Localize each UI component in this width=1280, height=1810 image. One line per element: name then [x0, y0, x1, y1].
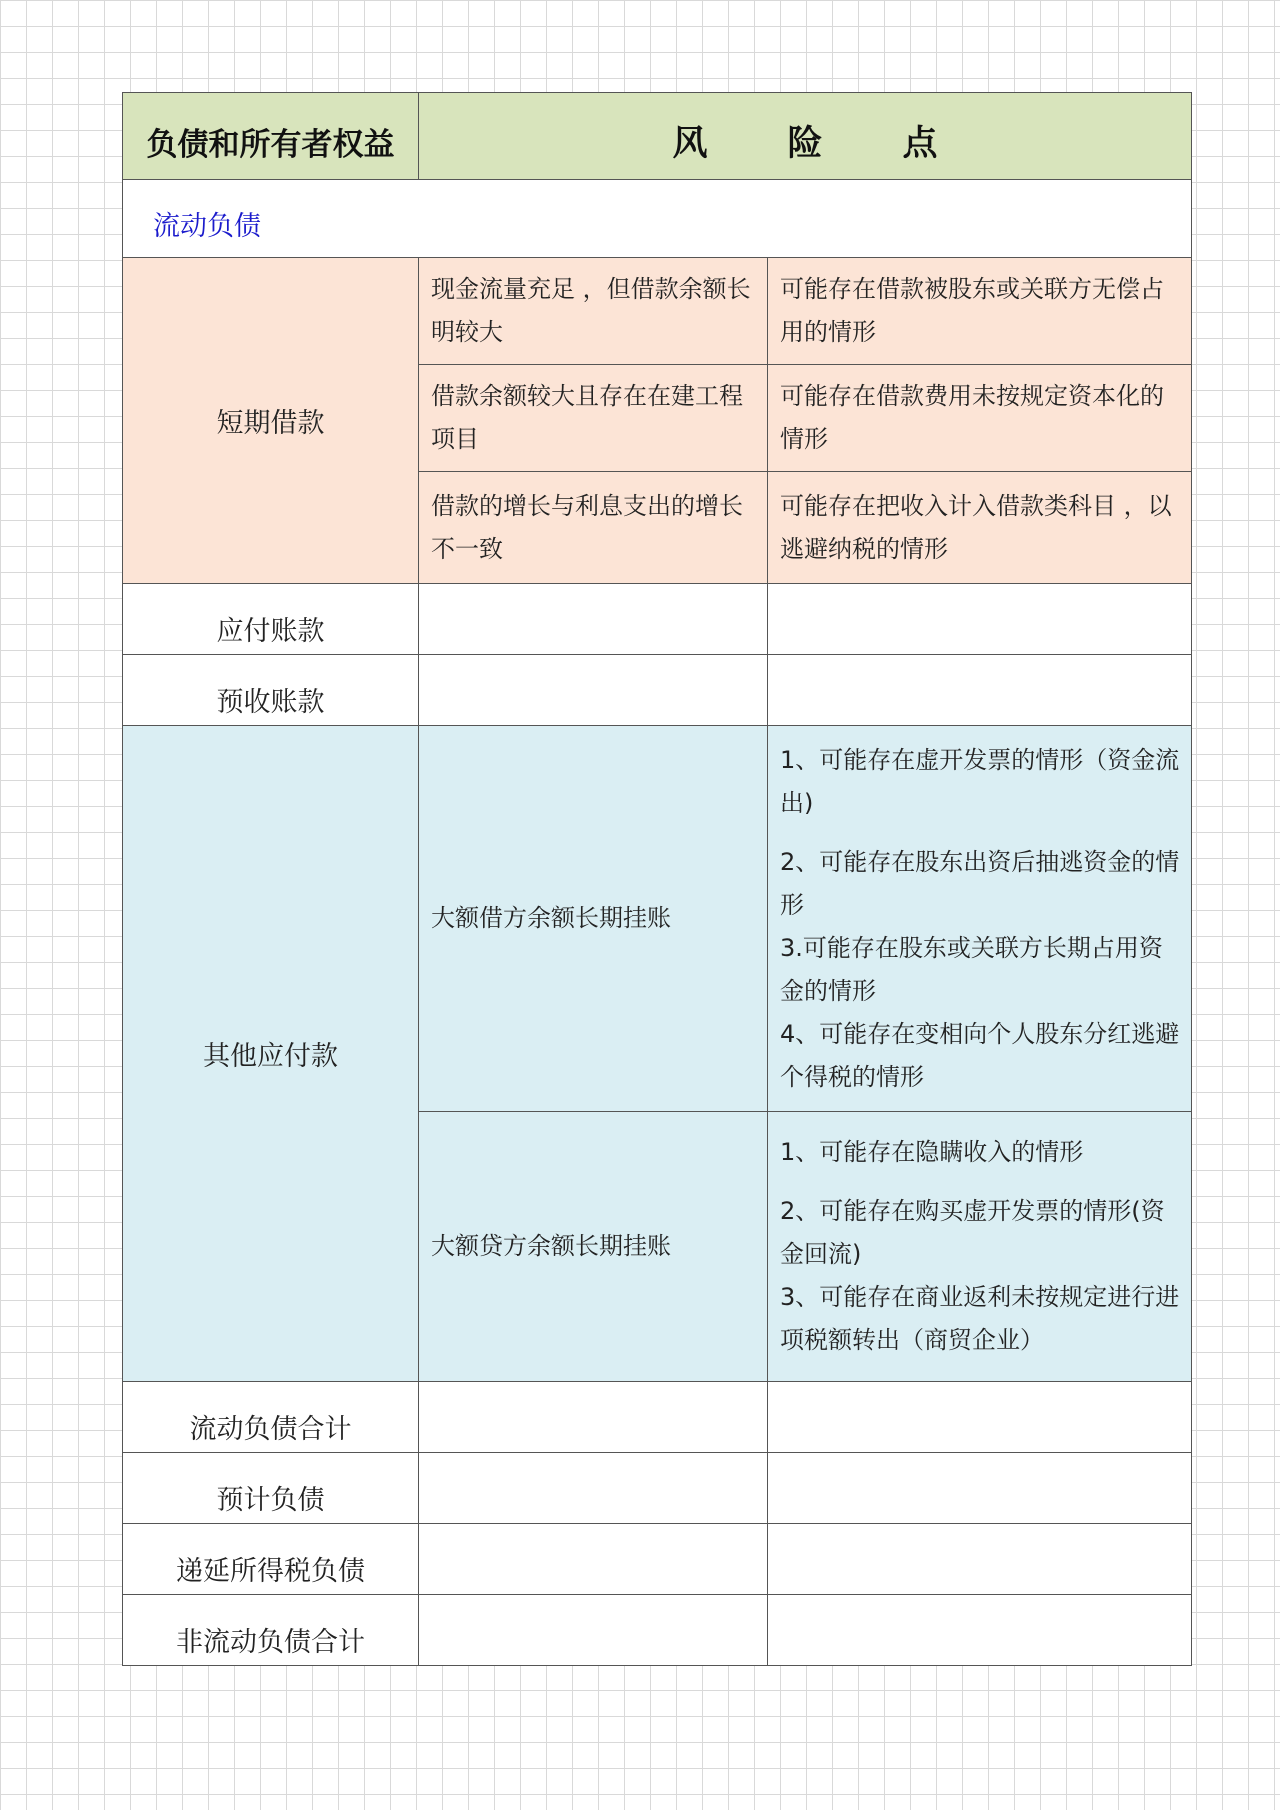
other-payable-risk-1-1: 1、可能存在虚开发票的情形（资金流出) — [780, 745, 1180, 817]
total-row-1 — [123, 1382, 1192, 1453]
item-advance: 预收账款 — [123, 655, 419, 726]
short-loan-risk-2: 可能存在借款费用未按规定资本化的情形 — [768, 365, 1192, 472]
short-loan-desc-1: 现金流量充足 ，但借款余额长明较大 — [419, 258, 768, 365]
total-row-3-desc — [419, 1524, 768, 1595]
item-estimated-liabilities: 预计负债 — [123, 1453, 419, 1524]
payable-risk — [768, 584, 1192, 655]
other-payable-risk-2-3: 3、可能存在商业返利未按规定进行进项税额转出（商贸企业） — [780, 1283, 1180, 1354]
payable-row — [123, 584, 1192, 655]
total-row-3-risk — [768, 1524, 1192, 1595]
header-col-risk — [419, 93, 1192, 180]
total-row-1-desc — [419, 1382, 768, 1453]
short-loan-desc-3: 借款的增长与利息支出的增长不一致 — [419, 472, 768, 584]
header-risk-char-1: 风 — [672, 124, 708, 164]
advance-risk — [768, 655, 1192, 726]
total-row-4-risk — [768, 1595, 1192, 1666]
item-current-liabilities-total: 流动负债合计 — [123, 1382, 419, 1453]
item-other-payable: 其他应付款 — [123, 726, 419, 1382]
payable-desc — [419, 584, 768, 655]
total-row-2-risk — [768, 1453, 1192, 1524]
other-payable-risk-2-1: 1、可能存在隐瞒收入的情形 — [780, 1138, 1084, 1166]
header-risk-char-3: 点 — [902, 124, 938, 164]
total-row-3 — [123, 1524, 1192, 1595]
other-payable-risk-1-3: 3.可能存在股东或关联方长期占用资金的情形 — [780, 933, 1163, 1005]
item-short-loan: 短期借款 — [123, 258, 419, 584]
total-row-4-desc — [419, 1595, 768, 1666]
total-row-1-risk — [768, 1382, 1192, 1453]
total-row-2-desc — [419, 1453, 768, 1524]
advance-desc — [419, 655, 768, 726]
short-loan-row-1 — [123, 258, 1192, 365]
section-row — [123, 180, 1192, 258]
item-non-current-liabilities-total: 非流动负债合计 — [123, 1595, 419, 1666]
item-deferred-tax-liabilities: 递延所得税负债 — [123, 1524, 419, 1595]
other-payable-risks-1 — [768, 726, 1192, 1112]
total-row-2 — [123, 1453, 1192, 1524]
risk-table — [122, 92, 1192, 1666]
other-payable-risk-1-2: 2、可能存在股东出资后抽逃资金的情形 — [780, 847, 1180, 919]
section-label: 流动负债 — [123, 180, 1192, 258]
other-payable-risk-1-4: 4、可能存在变相向个人股东分红逃避个得税的情形 — [780, 1019, 1180, 1091]
advance-row — [123, 655, 1192, 726]
other-payable-risks-2 — [768, 1112, 1192, 1382]
total-row-4 — [123, 1595, 1192, 1666]
header-risk-char-2: 险 — [787, 124, 823, 164]
short-loan-risk-3: 可能存在把收入计入借款类科目 ，以逃避纳税的情形 — [768, 472, 1192, 584]
short-loan-desc-2: 借款余额较大且存在在建工程项目 — [419, 365, 768, 472]
header-col-liabilities: 负债和所有者权益 — [123, 93, 419, 180]
item-payable: 应付账款 — [123, 584, 419, 655]
other-payable-desc-1: 大额借方余额长期挂账 — [419, 726, 768, 1112]
other-payable-desc-2: 大额贷方余额长期挂账 — [419, 1112, 768, 1382]
other-payable-row-1 — [123, 726, 1192, 1112]
other-payable-risk-2-2: 2、可能存在购买虚开发票的情形(资金回流) — [780, 1197, 1165, 1268]
header-row — [123, 93, 1192, 180]
short-loan-risk-1: 可能存在借款被股东或关联方无偿占用的情形 — [768, 258, 1192, 365]
